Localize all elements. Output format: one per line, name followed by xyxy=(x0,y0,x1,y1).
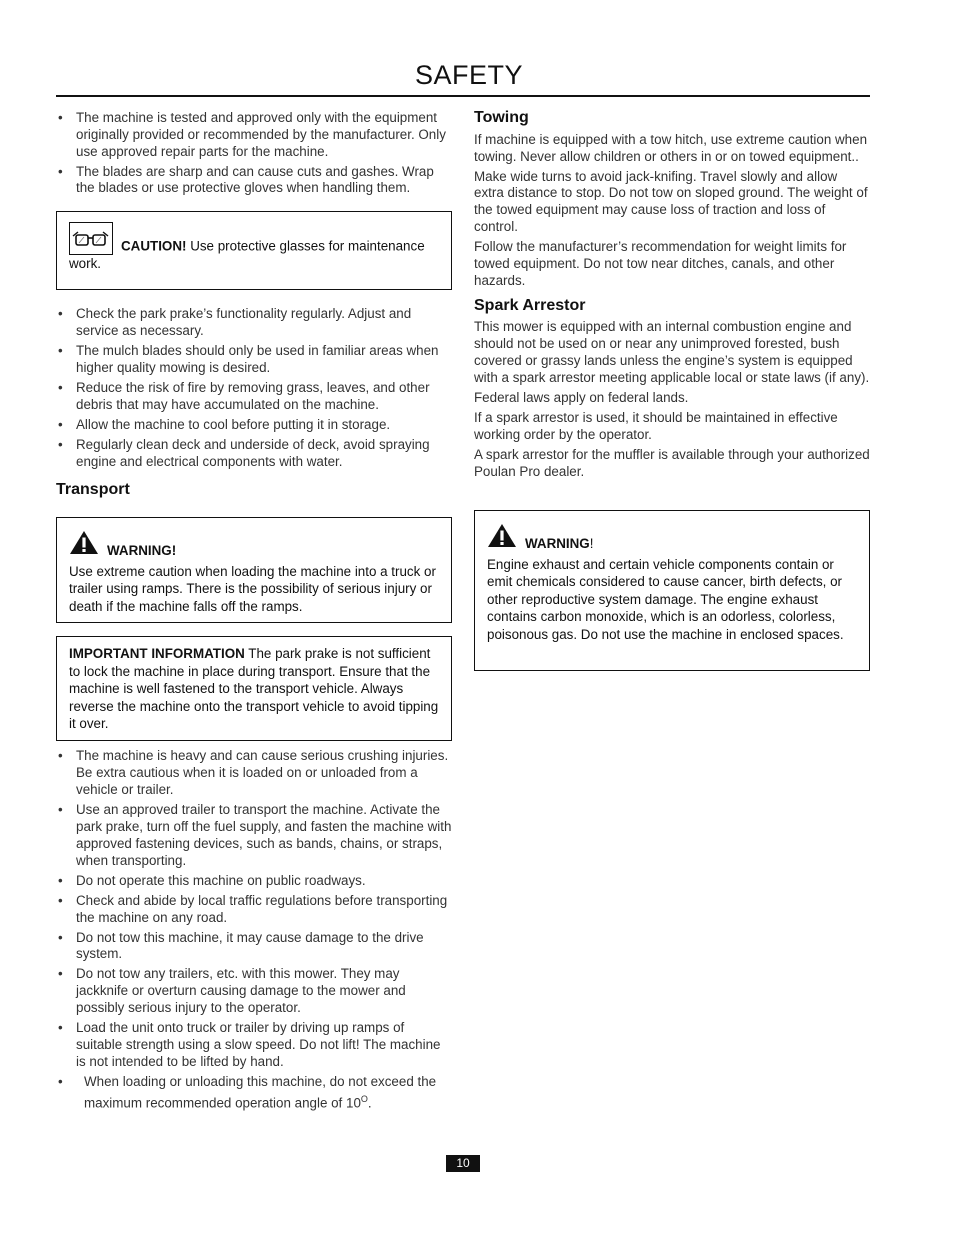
important-text: The park prake is not sufficient to lock the machine in place during transport. Ensure that the machine is well fastened to the transport vehicle. Always reverse the machine onto the transport vehicle to avoid tipping it over. xyxy=(69,646,439,732)
spark-paragraph: If a spark arrestor is used, it should be maintained in effective working order by the operator. xyxy=(474,409,838,442)
towing-paragraph: Make wide turns to avoid jack-knifing. Travel slowly and allow extra distance to stop. Do not tow on sloped ground. The weight of the towed equipment may cause loss of traction and loss of control. xyxy=(474,168,868,235)
caution-box xyxy=(56,211,452,290)
important-label: IMPORTANT INFORMATION xyxy=(69,646,245,662)
warning-triangle-icon xyxy=(69,530,99,560)
list-item: • Load the unit onto truck or trailer by driving up ramps of suitable strength using a slow speed. Do not lift! The machine is not intended to be lifted by hand. xyxy=(56,1020,452,1070)
list-item: • Use an approved trailer to transport the machine. Activate the park prake, turn off the fuel supply, and fasten the machine with approved fastening devices, such as bands, chains, or straps, when transporting. xyxy=(56,802,452,869)
last-bullet-end: . xyxy=(367,1095,372,1111)
safety-glasses-icon xyxy=(69,222,113,255)
bullet-list-mid xyxy=(56,306,452,470)
towing-heading: Towing xyxy=(474,109,529,126)
important-information-box xyxy=(56,636,452,741)
title-divider xyxy=(56,95,870,97)
list-item: • Do not tow any trailers, etc. with this mower. They may jackknife or overturn causing damage to the mower and possibly serious injury to the operator. xyxy=(56,966,452,1016)
page-title: SAFETY xyxy=(415,60,524,90)
list-item: • The machine is tested and approved only with the equipment originally provided or recommended by the manufacturer. Only use approved repair parts for the machine. xyxy=(56,110,452,160)
list-item: • Reduce the risk of fire by removing grass, leaves, and other debris that may have accumulated on the machine. xyxy=(56,380,452,414)
list-item: • Check the park prake’s functionality regularly. Adjust and service as necessary. xyxy=(56,306,452,340)
exhaust-warning-box xyxy=(474,510,870,671)
list-item: • Allow the machine to cool before putting it in storage. xyxy=(56,417,452,434)
towing-paragraph: If machine is equipped with a tow hitch, use extreme caution when towing. Never allow children or others in or on towed equipment.. xyxy=(474,131,868,164)
left-column xyxy=(56,110,452,1115)
warning-label: WARNING! xyxy=(107,543,177,559)
transport-warning-box xyxy=(56,517,452,623)
page-number: 10 xyxy=(446,1155,480,1172)
list-item: • The machine is heavy and can cause serious crushing injuries. Be extra cautious when it is loaded on or unloaded from a vehicle or trailer. xyxy=(56,748,452,798)
list-item xyxy=(56,1074,452,1112)
caution-label: CAUTION! xyxy=(121,238,187,254)
spark-paragraph: Federal laws apply on federal lands. xyxy=(474,389,689,405)
bullet-list-bottom xyxy=(56,748,452,1111)
warning-text: Use extreme caution when loading the machine into a truck or trailer using ramps. There is the possibility of serious injury or death if the machine falls off the ramps. xyxy=(69,563,436,614)
bullet-list-top xyxy=(56,110,452,197)
spark-paragraph: This mower is equipped with an internal combustion engine and should not be used on or near any unimproved forested, bush covered or grassy lands unless the engine’s system is equipped with a spark arrestor meeting applicable local or state laws (if any). xyxy=(474,319,870,385)
transport-heading: Transport xyxy=(56,480,130,498)
warning-triangle-icon xyxy=(487,523,517,553)
list-item: • The blades are sharp and can cause cuts and gashes. Wrap the blades or use protective gloves when handling them. xyxy=(56,164,452,198)
spark-paragraph: A spark arrestor for the muffler is available through your authorized Poulan Pro dealer. xyxy=(474,446,870,479)
right-column xyxy=(474,110,870,671)
towing-paragraph: Follow the manufacturer’s recommendation for weight limits for towed equipment. Do not tow near ditches, canals, and other hazards. xyxy=(474,239,847,288)
list-item: • Check and abide by local traffic regulations before transporting the machine on any road. xyxy=(56,893,452,927)
warning-text: Engine exhaust and certain vehicle components contain or emit chemicals considered to cause cancer, birth defects, or other reproductive system damage. The engine exhaust contains carbon monoxide, which is an odorless, colorless, poisonous gas. Do not use the machine in enclosed spaces. xyxy=(487,556,844,642)
list-item: • Do not tow this machine, it may cause damage to the drive system. xyxy=(56,930,452,964)
list-item: • The mulch blades should only be used in familiar areas when higher quality mowing is desired. xyxy=(56,343,452,377)
spark-arrestor-heading: Spark Arrestor xyxy=(474,296,586,314)
caution-text: Use protective glasses for maintenance work. xyxy=(69,238,425,272)
list-item: • Regularly clean deck and underside of deck, avoid spraying engine and electrical components with water. xyxy=(56,437,452,471)
list-item: • Do not operate this machine on public roadways. xyxy=(56,873,452,890)
warning-label: WARNING xyxy=(525,536,590,552)
degree-mark: O xyxy=(360,1093,368,1104)
warning-exclamation: ! xyxy=(589,536,594,552)
last-bullet-text: When loading or unloading this machine, do not exceed the maximum recommended operation angle of 10 xyxy=(84,1073,437,1111)
